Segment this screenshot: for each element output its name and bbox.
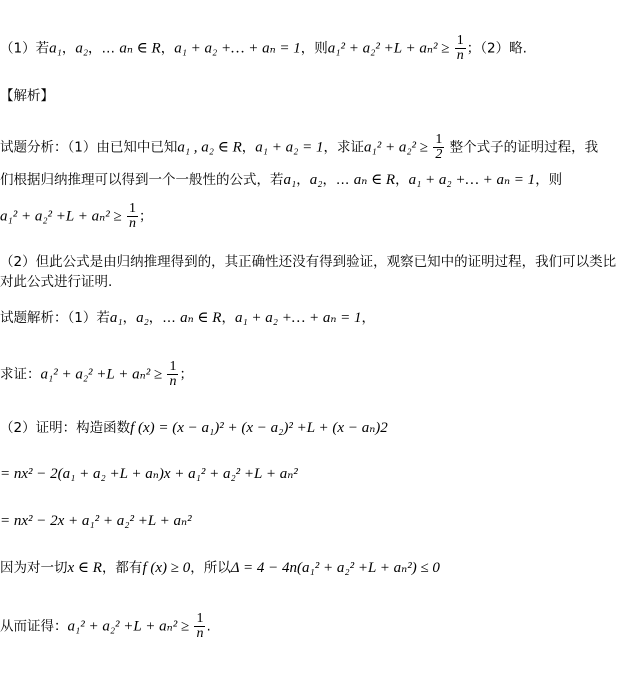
problem-suffix: ；（2）略. (466, 40, 527, 57)
equation-2: = nx² − 2x + a₁² + a₂² +L + aₙ² (0, 513, 192, 529)
comma-ellipsis: ，… (148, 310, 181, 326)
so-text: ，所以 (190, 560, 231, 576)
all-have-text: ，都有 (101, 560, 143, 576)
math-x-in-r: x ∈ R (67, 560, 102, 576)
math-square-sum: a₁² + a₂² ≥ (363, 139, 429, 156)
math-inequality: a₁² + a₂² +L + aₙ² ≥ (67, 618, 190, 635)
comma: ， (241, 139, 256, 156)
semicolon: ； (138, 208, 153, 225)
analysis-text: 试题分析：（1）由已知中已知 (0, 139, 178, 156)
math-a2: a₂ (309, 172, 323, 188)
math-discriminant: Δ = 4 − 4n(a₁² + a₂² +L + aₙ²) ≤ 0 (230, 560, 440, 576)
math-a1: a₁ (109, 310, 123, 326)
solution-prefix: 试题解析：（1）若 (0, 310, 110, 326)
fraction (194, 612, 205, 641)
proof-prefix: （2）证明：构造函数 (0, 420, 131, 436)
fraction-numerator: 1 (196, 611, 204, 626)
analysis-line-1 (0, 133, 598, 162)
math-a1-a2-in-r: a₁ , a₂ ∈ R (177, 139, 242, 156)
period: . (206, 618, 211, 635)
math-an-in-r: aₙ ∈ R (119, 40, 161, 57)
fraction-denominator: 2 (435, 147, 443, 162)
because-prefix: 因为对一切 (0, 560, 68, 576)
analysis-line-3 (0, 202, 152, 231)
fraction-numerator: 1 (435, 132, 443, 147)
math-a1-plus-a2: a₁ + a₂ = 1 (255, 139, 324, 156)
math-inequality: a₁² + a₂² +L + aₙ² ≥ (327, 40, 450, 57)
comma: ， (160, 40, 175, 57)
fraction-numerator: 1 (128, 201, 136, 216)
problem-prefix: （1）若 (0, 40, 50, 57)
math-a2: a₂ (136, 310, 149, 326)
math-an-in-r: aₙ ∈ R (353, 172, 396, 188)
fraction-numerator: 1 (169, 359, 177, 374)
math-f-nonneg: f (x) ≥ 0 (142, 560, 191, 576)
fraction-denominator: n (128, 216, 136, 231)
math-a1: a₁ (49, 40, 62, 57)
math-function-def: f (x) = (x − a₁)² + (x − a₂)² +L + (x − aₙ)2 (130, 420, 388, 436)
fraction-denominator: n (456, 48, 464, 63)
semicolon: ； (179, 366, 193, 383)
analysis-text: 们根据归纳推理可以得到一个一般性的公式，若 (0, 172, 284, 188)
fraction (167, 360, 178, 389)
analysis-tail: 整个式子的证明过程，我 (449, 139, 599, 156)
conclusion-line (0, 612, 211, 641)
equation-1: = nx² − 2(a₁ + a₂ +L + aₙ)x + a₁² + a₂² +L + aₙ² (0, 466, 298, 482)
math-sum-eq: a₁ + a₂ +… + aₙ = 1 (408, 172, 536, 188)
fraction (127, 202, 138, 231)
math-a2: a₂ (75, 40, 89, 57)
comma-ellipsis: ，… (322, 172, 354, 188)
math-a1: a₁ (283, 172, 297, 188)
paragraph-2: （2）但此公式是由归纳推理得到的，其正确性还没有得到验证，观察已知中的证明过程，我们可以类比对此公式进行证明. (0, 254, 617, 290)
comma: ， (122, 310, 137, 326)
conclusion-prefix: 从而证得： (0, 618, 68, 635)
because-line (0, 558, 440, 578)
math-an-in-r: aₙ ∈ R (180, 310, 222, 326)
fraction (455, 34, 466, 63)
prove-prefix: 求证： (0, 366, 41, 383)
solution-line-1 (0, 308, 375, 328)
fraction-numerator: 1 (456, 33, 464, 48)
then-text: ，则 (300, 40, 328, 57)
math-inequality: a₁² + a₂² +L + aₙ² ≥ (0, 208, 122, 225)
fraction-denominator: n (169, 374, 177, 389)
fraction-denominator: n (196, 626, 204, 641)
prove-text: ，求证 (323, 139, 364, 156)
comma: ， (395, 172, 409, 188)
proof-2-line (0, 418, 388, 438)
comma: ， (221, 310, 235, 326)
math-inequality: a₁² + a₂² +L + aₙ² ≥ (40, 366, 163, 383)
then-text: ，则 (535, 172, 563, 188)
math-sum-eq: a₁ + a₂ +… + aₙ = 1 (234, 310, 362, 326)
fraction (433, 133, 444, 162)
jiexi-heading: 【解析】 (0, 88, 54, 104)
comma: ， (296, 172, 310, 188)
comma-ellipsis: ，… (88, 40, 120, 57)
problem-line (0, 34, 527, 63)
comma: ， (61, 40, 76, 57)
comma: ， (361, 310, 376, 326)
analysis-line-2 (0, 170, 562, 190)
math-sum-eq: a₁ + a₂ +… + aₙ = 1 (174, 40, 301, 57)
prove-line (0, 360, 193, 389)
